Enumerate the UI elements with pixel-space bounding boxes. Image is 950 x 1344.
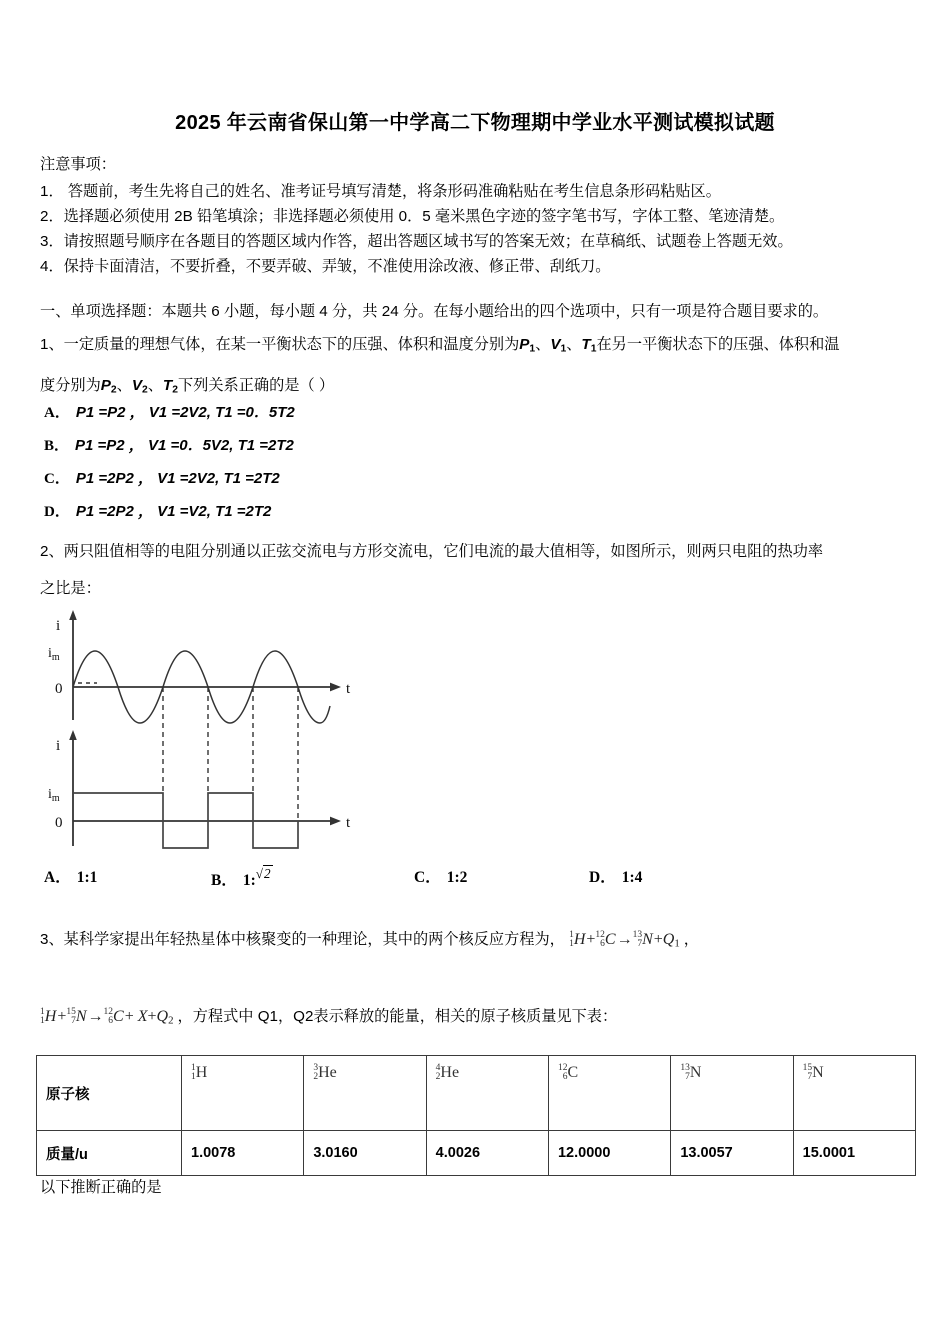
eq2-plus-3: +: [147, 1008, 157, 1025]
table-cell-mass-3: 4.0026: [426, 1131, 548, 1176]
q1-symbol-t2: T: [162, 376, 173, 394]
q3-comma-1: ，: [683, 931, 699, 948]
q2-option-d[interactable]: [589, 865, 642, 887]
notice-block: [40, 152, 920, 279]
q1-sep-2: 、: [566, 336, 582, 353]
table-cell-mass-4: 12.0000: [548, 1131, 670, 1176]
table-header-label-mass: 质量/u: [37, 1131, 182, 1176]
q1-stem-text-4: 下列关系正确的是（ ）: [177, 376, 335, 394]
question-2-stem: [40, 533, 930, 607]
notice-item-4: 4．保持卡面清洁，不要折叠，不要弄破、弄皱，不准使用涂改液、修正带、刮纸刀。: [40, 258, 611, 275]
page-title: 2025 年云南省保山第一中学高二下物理期中学业水平测试模拟试题: [175, 112, 775, 134]
nuclide-mass-table: [36, 1055, 916, 1176]
eq2-x: X: [137, 1008, 148, 1025]
q2-option-a-text: 1:1: [76, 869, 98, 886]
iso-c-12-b: 12 6 C: [103, 1006, 124, 1027]
table-cell-mass-2: 3.0160: [304, 1131, 426, 1176]
table-cell-nuclide-1: 1 1 H: [182, 1056, 304, 1131]
sine-chart-y-label: i: [56, 618, 61, 634]
table-cell-nuclide-6: 15 7 N: [793, 1056, 915, 1131]
q1-symbol-v2: V: [131, 376, 142, 394]
q1-option-d[interactable]: [44, 495, 544, 528]
q1-sub-v2: 2: [141, 384, 148, 396]
sine-chart-zero-label: 0: [55, 681, 63, 697]
table-cell-nuclide-4: 12 6 C: [548, 1056, 670, 1131]
q1-option-d-letter: D．: [44, 504, 70, 520]
q1-stem-text-3: 度分别为: [40, 376, 101, 394]
q1-sep-4: 、: [147, 376, 163, 394]
q2-option-c-letter: C．: [414, 869, 441, 886]
question-2-figure: [38, 608, 378, 863]
notice-item-3: 3．请按照题号顺序在各题目的答题区域内作答，超出答题区域书写的答案无效；在草稿纸、试题卷上答题无效。: [40, 233, 793, 250]
eq1-q-sub: 1: [674, 937, 680, 950]
q1-option-c-letter: C．: [44, 471, 70, 487]
q1-option-d-text: P1 =2P2 ， V1 =V2, T1 =2T2: [75, 503, 272, 520]
q1-symbol-t1: T: [581, 336, 591, 353]
q1-option-c[interactable]: [44, 462, 544, 495]
eq1-arrow: →: [616, 931, 633, 948]
q1-option-c-text: P1 =2P2 ， V1 =2V2, T1 =2T2: [75, 470, 280, 487]
square-chart-y-label: i: [56, 738, 61, 754]
notice-item-1: 1． 答题前，考生先将自己的姓名、准考证号填写清楚，将条形码准确粘贴在考生信息条形码粘贴区。: [40, 183, 721, 200]
q3-equation-1: [569, 931, 684, 948]
table-cell-mass-5: 13.0057: [671, 1131, 793, 1176]
iso-h-1: 1 1 H: [569, 929, 586, 950]
q1-sub-p1: 1: [529, 343, 536, 355]
q1-option-b-text: P1 =P2 ， V1 =0．5V2, T1 =2T2: [75, 437, 294, 454]
q1-option-a-text: P1 =P2 ， V1 =2V2, T1 =0．5T2: [75, 404, 295, 421]
table-row-nuclei: [37, 1056, 916, 1131]
q2-option-b-text: 1:: [242, 872, 256, 890]
q2-option-c[interactable]: [414, 865, 467, 887]
question-3-line-1: [40, 928, 930, 956]
q1-sub-v1: 1: [560, 343, 567, 355]
eq1-q: Q: [662, 931, 675, 948]
q1-option-b[interactable]: [44, 429, 544, 462]
eq1-plus-1: +: [586, 931, 596, 948]
q1-symbol-v1: V: [550, 336, 561, 353]
q1-symbol-p2: P: [100, 376, 111, 394]
eq2-plus-2: +: [124, 1008, 134, 1025]
q2-option-b-letter: B．: [211, 872, 237, 890]
iso-n-15: 15 7 N: [66, 1006, 87, 1027]
table-header-label-nuclei: 原子核: [37, 1056, 182, 1131]
iso-h-1-b: 1 1 H: [40, 1006, 57, 1027]
table-cell-nuclide-3: 4 2 He: [426, 1056, 548, 1131]
question-1-options: [44, 396, 544, 528]
notice-item-2: 2．选择题必须使用 2B 铅笔填涂；非选择题必须使用 0．5 毫米黑色字迹的签字笔书写，字体工整、笔迹清楚。: [40, 208, 785, 225]
q1-sub-p2: 2: [110, 384, 117, 396]
eq2-q-sub: 2: [168, 1014, 174, 1027]
eq2-q: Q: [156, 1008, 169, 1025]
q2-option-b-radical: √2: [255, 866, 271, 881]
sine-chart-x-label: t: [346, 681, 351, 697]
q1-symbol-p1: P: [519, 336, 530, 353]
q2-option-a-letter: A．: [44, 869, 71, 886]
q1-sep-3: 、: [116, 376, 132, 394]
table-cell-mass-6: 15.0001: [793, 1131, 915, 1176]
square-chart-x-label: t: [346, 815, 351, 831]
q1-option-b-letter: B．: [44, 438, 70, 454]
q1-option-a-letter: A．: [44, 405, 70, 421]
table-cell-nuclide-5: 13 7 N: [671, 1056, 793, 1131]
q2-option-d-text: 1:4: [621, 869, 643, 886]
q2-stem-line-1: 2、两只阻值相等的电阻分别通以正弦交流电与方形交流电，它们电流的最大值相等，如图所示，则两只电阻的热功率: [40, 543, 824, 560]
eq1-plus-2: +: [653, 931, 663, 948]
sine-chart-im-label: $i_m$: [48, 646, 60, 663]
q2-option-a[interactable]: [44, 865, 97, 887]
square-chart-zero-label: 0: [55, 815, 63, 831]
table-row-masses: [37, 1131, 916, 1176]
notice-heading: 注意事项：: [40, 156, 116, 173]
sine-chart: [48, 610, 351, 821]
question-3-line-2: [40, 1005, 930, 1033]
q1-stem-text-1: 1、一定质量的理想气体，在某一平衡状态下的压强、体积和温度分别为: [40, 336, 520, 353]
q1-option-a[interactable]: [44, 396, 544, 429]
q3-stem-text: 3、某科学家提出年轻热星体中核聚变的一种理论，其中的两个核反应方程为，: [40, 931, 565, 948]
eq2-plus-1: +: [57, 1008, 67, 1025]
q3-tail-text: ，方程式中 Q1，Q2表示释放的能量，相关的原子核质量见下表：: [177, 1008, 618, 1025]
question-3-tail: 以下推断正确的是: [40, 1179, 162, 1196]
table-cell-mass-1: 1.0078: [182, 1131, 304, 1176]
table-cell-nuclide-2: 3 2 He: [304, 1056, 426, 1131]
q1-sub-t1: 1: [590, 343, 597, 355]
iso-n-13: 13 7 N: [632, 929, 653, 950]
q3-equation-2: [40, 1008, 178, 1025]
q2-option-b[interactable]: [211, 865, 273, 890]
q2-option-c-text: 1:2: [446, 869, 468, 886]
section-heading: 一、单项选择题：本题共 6 小题，每小题 4 分，共 24 分。在每小题给出的四个选项中，只有一项是符合题目要求的。: [40, 303, 829, 320]
q2-stem-line-2: 之比是：: [40, 580, 101, 597]
iso-c-12: 12 6 C: [595, 929, 616, 950]
q1-sub-t2: 2: [172, 384, 178, 396]
q2-option-d-letter: D．: [589, 869, 616, 886]
square-chart-im-label: $i_m$: [48, 787, 60, 804]
eq2-arrow: →: [87, 1008, 104, 1025]
q1-sep-1: 、: [535, 336, 551, 353]
q1-stem-text-2: 在另一平衡状态下的压强、体积和温: [596, 336, 840, 353]
square-chart: [48, 730, 351, 848]
